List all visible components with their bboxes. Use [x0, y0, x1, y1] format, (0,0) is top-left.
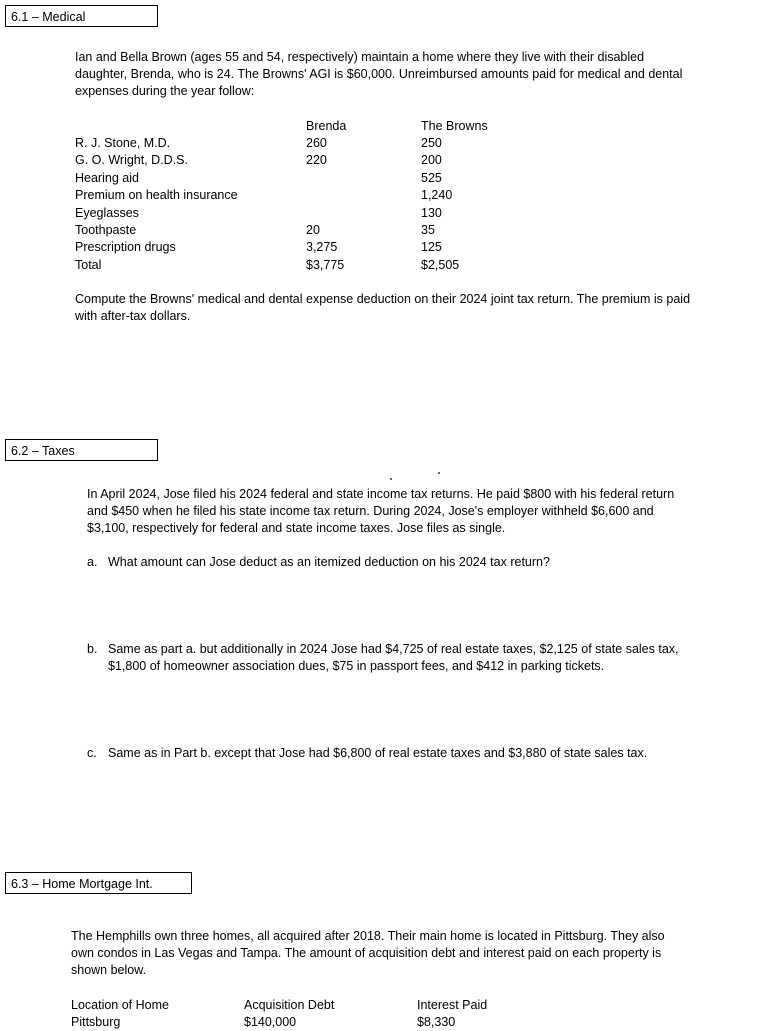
item-text: Same as in Part b. except that Jose had $6,800 of real estate taxes and $3,880 of state sales tax. — [108, 746, 648, 760]
row-label: Prescription drugs — [75, 240, 176, 254]
item-marker: b. — [87, 642, 98, 656]
mortgage-table-header — [71, 997, 671, 1014]
table-row — [75, 170, 675, 187]
row-brenda: 220 — [306, 153, 327, 167]
table-row — [75, 239, 675, 256]
item-marker: c. — [87, 746, 97, 760]
taxes-intro: In April 2024, Jose filed his 2024 federal and state income tax returns. He paid $800 with his federal return and $450 when he filed his state income tax return. During 2024, Jose's employer withheld $6,600 and $3,100, respectively for federal and state income taxes. Jose files as single. — [87, 487, 675, 535]
speck-mark — [438, 472, 440, 474]
table-row — [75, 222, 675, 239]
row-brenda: 20 — [306, 223, 320, 237]
row-browns: 35 — [421, 223, 435, 237]
row-location: Pittsburg — [71, 1015, 121, 1029]
table-row — [75, 152, 675, 169]
row-browns: 1,240 — [421, 188, 453, 202]
row-brenda: 3,275 — [306, 240, 338, 254]
item-marker: a. — [87, 555, 98, 569]
section-6-2-title: 6.2 – Taxes — [5, 439, 158, 461]
medical-intro: Ian and Bella Brown (ages 55 and 54, respectively) maintain a home where they live with their disabled daughter, Brenda, who is 24. The Browns' AGI is $60,000. Unreimbursed amounts paid for medical and dental expenses during the year follow: — [75, 50, 683, 98]
row-brenda: 260 — [306, 136, 327, 150]
row-label: R. J. Stone, M.D. — [75, 136, 171, 150]
speck-mark — [390, 478, 392, 480]
medical-table-header — [75, 118, 675, 135]
table-row — [71, 1014, 671, 1031]
row-label: G. O. Wright, D.D.S. — [75, 153, 188, 167]
item-text: Same as part a. but additionally in 2024 Jose had $4,725 of real estate taxes, $2,125 of state sales tax, $1,800 of homeowner association dues, $75 in passport fees, and $412 in parking tickets. — [108, 642, 679, 673]
table-row-total — [75, 257, 675, 274]
row-browns: 125 — [421, 240, 442, 254]
row-label: Total — [75, 258, 102, 272]
row-brenda: $3,775 — [306, 258, 345, 272]
row-browns: 130 — [421, 206, 442, 220]
mortgage-intro: The Hemphills own three homes, all acquired after 2018. Their main home is located in Pittsburg. They also own condos in Las Vegas and Tampa. The amount of acquisition debt and interest paid on each property is shown below. — [71, 929, 665, 977]
table-row — [75, 135, 675, 152]
item-text: What amount can Jose deduct as an itemized deduction on his 2024 tax return? — [108, 555, 550, 569]
row-interest: $8,330 — [417, 1015, 456, 1029]
row-browns: 250 — [421, 136, 442, 150]
medical-question: Compute the Browns' medical and dental expense deduction on their 2024 joint tax return. The premium is paid with after-tax dollars. — [75, 292, 691, 323]
section-6-1-title: 6.1 – Medical — [5, 5, 158, 27]
header-location: Location of Home — [71, 998, 169, 1012]
row-debt: $140,000 — [244, 1015, 297, 1029]
row-label: Premium on health insurance — [75, 188, 238, 202]
row-label: Toothpaste — [75, 223, 137, 237]
row-label: Hearing aid — [75, 171, 139, 185]
row-browns: 525 — [421, 171, 442, 185]
section-6-3-title: 6.3 – Home Mortgage Int. — [5, 872, 192, 894]
header-debt: Acquisition Debt — [244, 998, 335, 1012]
table-row — [75, 205, 675, 222]
header-interest: Interest Paid — [417, 998, 488, 1012]
header-brenda: Brenda — [306, 119, 347, 133]
row-browns: 200 — [421, 153, 442, 167]
row-browns: $2,505 — [421, 258, 460, 272]
header-the-browns: The Browns — [421, 119, 488, 133]
table-row — [75, 187, 675, 204]
row-label: Eyeglasses — [75, 206, 139, 220]
